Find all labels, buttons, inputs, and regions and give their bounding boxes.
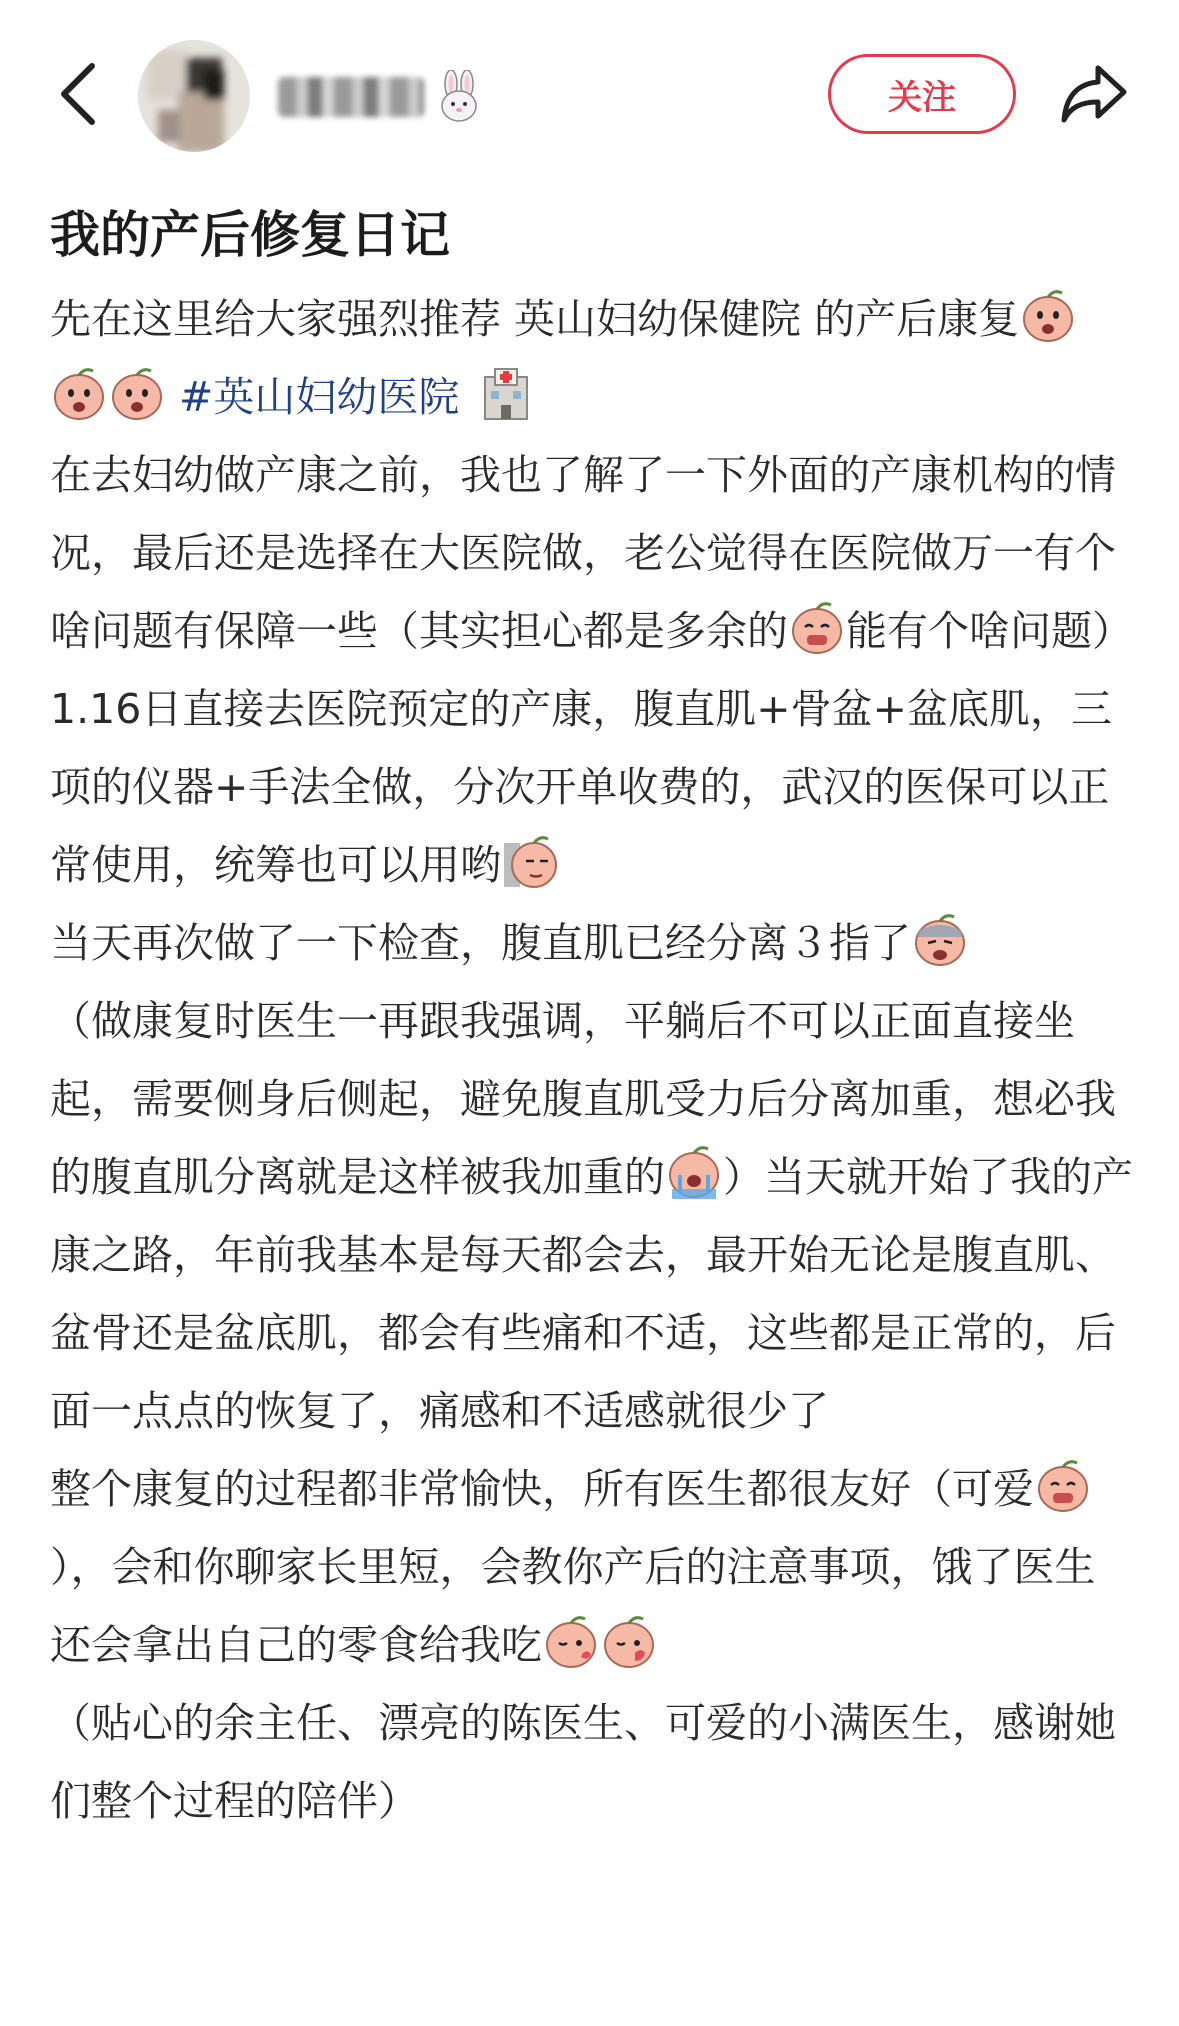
paragraph-text: 1.16日直接去医院预定的产康，腹直肌+骨盆+盆底肌，三项的仪器+手法全做，分次开单收费的，武汉的医保可以正常使用，统筹也可以用哟: [50, 685, 1112, 889]
post-paragraph-3: [50, 670, 1135, 904]
peach-emoji-icon: [789, 599, 845, 655]
peach-emoji-icon: [543, 1613, 599, 1669]
peach-emoji-icon: [109, 365, 165, 421]
share-icon: [1058, 62, 1130, 126]
share-button[interactable]: [1058, 62, 1130, 126]
follow-button[interactable]: 关注: [828, 54, 1016, 134]
rabbit-icon: [434, 70, 484, 124]
post-paragraph-4: [50, 904, 1135, 982]
peach-emoji-icon: [912, 911, 968, 967]
post-paragraph-7: [50, 1684, 1135, 1840]
post-paragraph-2: [50, 436, 1135, 670]
paragraph-text: （贴心的余主任、漂亮的陈医生、可爱的小满医生，感谢她们整个过程的陪伴）: [50, 1699, 1116, 1825]
hashtag-link[interactable]: #英山妇幼医院: [179, 373, 460, 421]
paragraph-text: ）当天就开始了我的产康之路，年前我基本是每天都会去，最开始无论是腹直肌、盆骨还是盆底肌，都会有些痛和不适，这些都是正常的，后面一点点的恢复了，痛感和不适感就很少了: [50, 1153, 1133, 1435]
avatar[interactable]: [138, 40, 250, 152]
paragraph-text: 整个康复的过程都非常愉快，所有医生都很友好（可爱: [50, 1465, 1034, 1513]
username-blurred: [278, 77, 424, 117]
post-paragraph-6: [50, 1450, 1135, 1684]
peach-emoji-icon: [1020, 287, 1076, 343]
post-paragraph-1: [50, 280, 1135, 436]
paragraph-text: 能有个啥问题）: [846, 607, 1133, 655]
paragraph-text: 当天再次做了一下检查，腹直肌已经分离３指了: [50, 919, 911, 967]
paragraph-text: 先在这里给大家强烈推荐 英山妇幼保健院 的产后康复: [50, 295, 1020, 343]
back-button[interactable]: [50, 58, 110, 130]
post-title: 我的产后修复日记: [50, 206, 450, 264]
top-bar: [0, 0, 1179, 190]
paragraph-text: ），会和你聊家长里短，会教你产后的注意事项，饿了医生还会拿出自己的零食给我吃: [50, 1543, 1096, 1669]
hospital-icon: [477, 365, 535, 423]
paragraph-text: （做康复时医生一再跟我强调，平躺后不可以正面直接坐起，需要侧身后侧起，避免腹直肌受力后分离加重，想必我的腹直肌分离就是这样被我加重的: [50, 997, 1116, 1201]
peach-emoji-icon: [51, 365, 107, 421]
post-content: [50, 200, 1135, 1840]
peach-emoji-icon: [502, 833, 558, 889]
post-paragraph-5: [50, 982, 1135, 1450]
chevron-left-icon: [50, 58, 110, 130]
username[interactable]: [278, 66, 484, 128]
peach-emoji-icon: [1035, 1457, 1091, 1513]
paragraph-text: 在去妇幼做产康之前，我也了解了一下外面的产康机构的情况，最后还是选择在大医院做，老公觉得在医院做万一有个啥问题有保障一些（其实担心都是多余的: [50, 451, 1116, 655]
avatar-photo: [138, 40, 250, 152]
peach-emoji-icon: [666, 1145, 722, 1201]
peach-emoji-icon: [601, 1613, 657, 1669]
